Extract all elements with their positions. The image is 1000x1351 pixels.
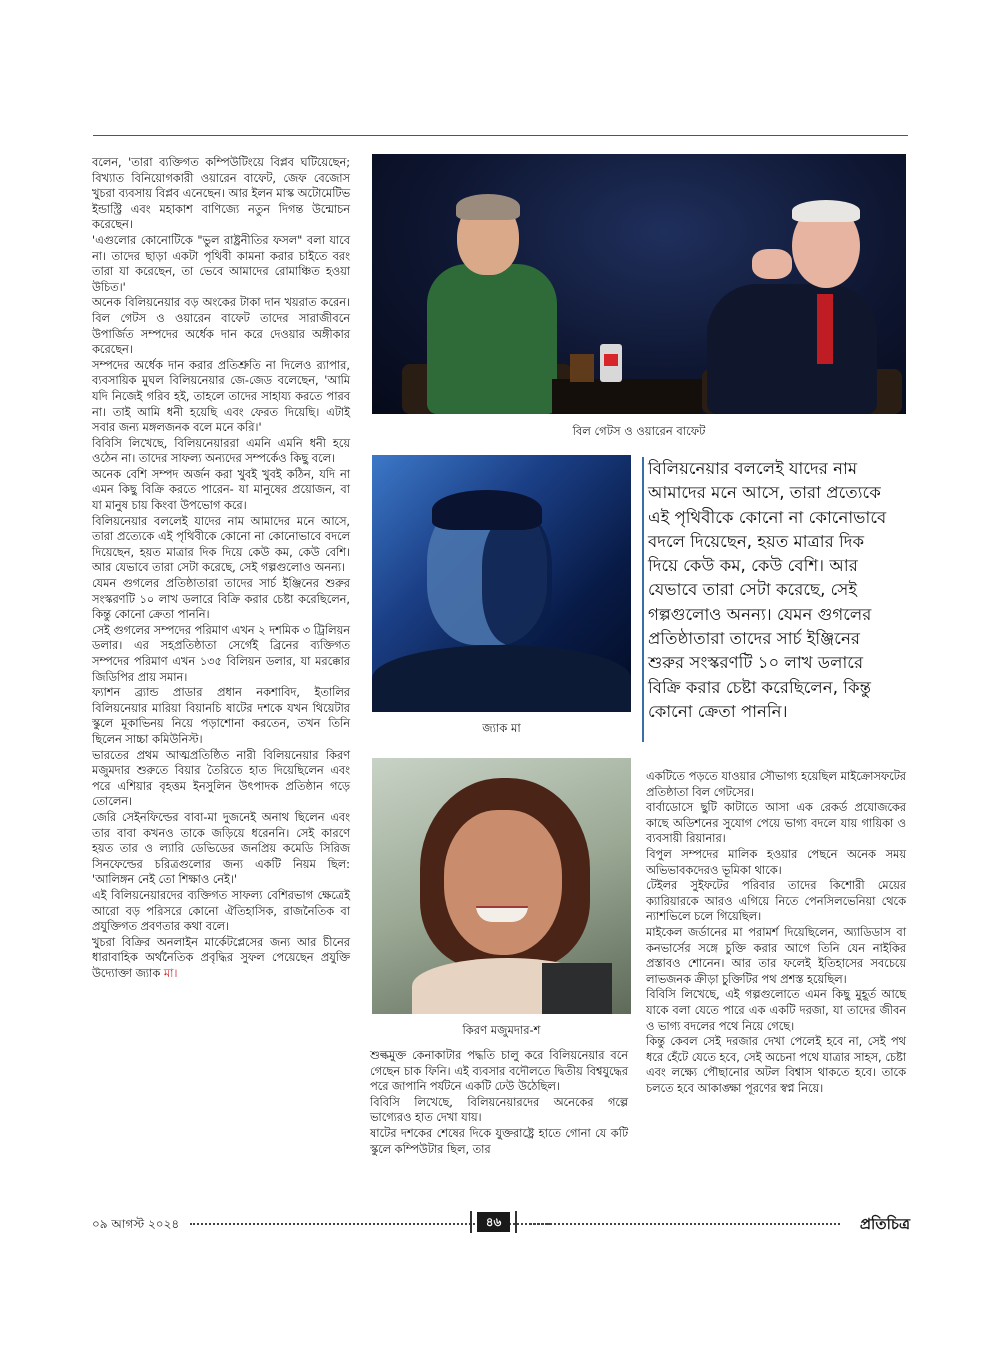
article-column-left xyxy=(92,155,350,981)
page-number: ৪৬ xyxy=(477,1212,510,1232)
article-column-middle xyxy=(370,1048,628,1157)
paragraph: ফ্যাশন ব্র্যান্ড প্রাডার প্রধান নকশাবিদ, ইতালির বিলিয়নেয়ার মারিয়া বিয়ানচি ষাটের দশকে যখন থিয়েটার স্কুলে মূকাভিনয় নিয়ে পড়াশোনা করতেন, তখন তিনি ছিলেন সাচ্চা কমিউনিস্ট। xyxy=(92,686,350,746)
footer-date: ০৯ আগস্ট ২০২৪ xyxy=(92,1217,180,1231)
photo-bill-gates-warren-buffett xyxy=(372,154,906,414)
paragraph: সেই গুগলের সম্পদের পরিমাণ এখন ২ দশমিক ৩ ট্রিলিয়ন ডলার। এর সহপ্রতিষ্ঠাতা সের্গেই ব্রিনের ব্যক্তিগত সম্পদের পরিমাণ এখন ১৩৫ বিলিয়ন ডলার, যা মরক্কোর জিডিপির প্রায় সমান। xyxy=(92,623,350,684)
paragraph: যেমন গুগলের প্রতিষ্ঠাতারা তাদের সার্চ ইঞ্জিনের শুরুর সংস্করণটি ১০ লাখ ডলারে বিক্রি করার চেষ্টা করেছিলেন, কিন্তু কোনো ক্রেতা পাননি। xyxy=(92,577,350,622)
article-column-right xyxy=(646,769,906,1096)
paragraph: বিলিয়নেয়ার বললেই যাদের নাম আমাদের মনে আসে, তারা প্রত্যেকে এই পৃথিবীকে কোনো না কোনোভাবে বদলে দিয়েছেন, হয়ত মাত্রার দিক দিয়ে কেউ কম, কেউ বেশি। আর যেভাবে তারা সেটা করেছে, সেই গল্পগুলোও অনন্য। xyxy=(92,514,350,575)
paragraph: ষাটের দশকের শেষের দিকে যুক্তরাষ্ট্রে হাতে গোনা যে কটি স্কুলে কম্পিউটার ছিল, তার xyxy=(370,1126,628,1156)
paragraph: অনেক বেশি সম্পদ অর্জন করা খুবই খুবই কঠিন, যদি না এমন কিছু বিক্রি করতে পারেন- যা মানুষের প্রয়োজন, বা যা মানুষ চায় কিংবা উপভোগ করে। xyxy=(92,467,350,513)
footer-divider-right xyxy=(530,1223,840,1225)
paragraph: সম্পদের অর্ধেক দান করার প্রতিশ্রুতি না দিলেও র‍্যাপার, ব্যবসায়িক মুঘল বিলিয়নেয়ার জে-জেড বলেছেন, 'আমি যদি নিজেই গরিব হই, তাহলে তাদের সাহায্য করতে পারব না। তাই আমি ধনী হয়েছি এবং ফেরত দিয়েছি। এটাই সবার জন্য মঙ্গলজনক বলে মনে করি।' xyxy=(92,358,350,435)
photo-kiran-mazumdar-shaw xyxy=(372,758,631,1014)
top-rule xyxy=(93,135,908,136)
paragraph: জেরি সেইনফিল্ডের বাবা-মা দুজনেই অনাথ ছিলেন এবং তার বাবা কখনও তাকে জড়িয়ে ধরেননি। সেই কারণে হয়ত তার ও ল্যারি ডেভিডের জনপ্রিয় কমেডি সিরিজ সিনফেল্ডের চরিত্রগুলোর জন্য একটি নিয়ম ছিল: 'আলিঙ্গন নেই তো শিক্ষাও নেই।' xyxy=(92,810,350,887)
paragraph: অনেক বিলিয়নেয়ার বড় অংকের টাকা দান খয়রাত করেন। বিল গেটস ও ওয়ারেন বাফেট তাদের সারাজীবনে উপার্জিত সম্পদের অর্ধেক দান করে দেওয়ার অঙ্গীকার করেছেন। xyxy=(92,296,350,357)
pull-quote-text: বিলিয়নেয়ার বললেই যাদের নাম আমাদের মনে আসে, তারা প্রত্যেকে এই পৃথিবীকে কোনো না কোনোভাবে বদলে দিয়েছেন, হয়ত মাত্রার দিক দিয়ে কেউ কম, কেউ বেশি। আর যেভাবে তারা সেটা করেছে, সেই গল্পগুলোও অনন্য। যেমন গুগলের প্রতিষ্ঠাতারা তাদের সার্চ ইঞ্জিনের শুরুর সংস্করণটি ১০ লাখ ডলারে বিক্রি করার চেষ্টা করেছিলেন, কিন্তু কোনো ক্রেতা পাননি। xyxy=(648,459,887,721)
paragraph-last xyxy=(92,935,350,982)
page-footer xyxy=(92,1210,910,1238)
paragraph: কিন্তু কেবল সেই দরজার দেখা পেলেই হবে না, সেই পথ ধরে হেঁটে যেতে হবে, সেই অচেনা পথে যাত্রার সাহস, চেষ্টা এবং লক্ষ্যে পৌছানোর অটল বিশ্বাস থাকতে হবে। তাকে চলতে হবে আকাঙ্ক্ষা পূরণের স্বপ্ন নিয়ে। xyxy=(646,1035,906,1095)
paragraph: এই বিলিয়নেয়ারদের ব্যক্তিগত সাফল্য বেশিরভাগ ক্ষেত্রেই আরো বড় পরিসরে কোনো ঐতিহাসিক, রাজনৈতিক বা প্রযুক্তিগত প্রবণতার কথা বলে। xyxy=(92,888,350,934)
paragraph: একটিতে পড়তে যাওয়ার সৌভাগ্য হয়েছিল মাইক্রোসফটের প্রতিষ্ঠাতা বিল গেটসের। xyxy=(646,770,906,799)
paragraph: মাইকেল জর্ডানের মা পরামর্শ দিয়েছিলেন, অ্যাডিডাস বা কনভার্সের সঙ্গে চুক্তি করার আগে তিনি যেন নাইকির প্রস্তাবও শোনেন। আর তার ফলেই ইতিহাসের সবচেয়ে লাভজনক ক্রীড়া চুক্তিটির পথ প্রশস্ত হয়েছিল। xyxy=(646,925,906,986)
photo-jack-ma xyxy=(372,455,631,712)
paragraph: 'এগুলোর কোনোটিকে "ভুল রাষ্ট্রনীতির ফসল" বলা যাবে না। তাদের ছাড়া একটা পৃথিবী কামনা করার চাইতে বরং তারা যা করেছেন, তা ভেবে আমাদের রোমাঞ্চিত হওয়া উচিত।' xyxy=(92,233,350,294)
paragraph: বিপুল সম্পদের মালিক হওয়ার পেছনে অনেক সময় অভিভাবকদেরও ভূমিকা থাকে। xyxy=(646,847,906,877)
photo-caption: বিল গেটস ও ওয়ারেন বাফেট xyxy=(572,424,706,438)
paragraph: শুল্কমুক্ত কেনাকাটার পদ্ধতি চালু করে বিলিয়নেয়ার বনে গেছেন চাক ফিনি। এই ব্যবসার বদৌলতে দ্বিতীয় বিশ্বযুদ্ধের পরে জাপানি পর্যটনে একটি ঢেউ উঠেছিল। xyxy=(370,1049,628,1094)
pull-quote xyxy=(648,457,898,724)
pull-quote-rule xyxy=(642,457,644,742)
paragraph: বিবিসি লিখেছে, এই গল্পগুলোতে এমন কিছু মুহূর্ত আছে যাকে বলা যেতে পারে এক একটি দরজা, যা তাদের জীবন ও ভাগ্য বদলের পথে নিয়ে গেছে। xyxy=(646,988,906,1033)
page-number-box xyxy=(470,1211,517,1233)
photo-caption: কিরণ মজুমদার-শ xyxy=(462,1023,541,1037)
paragraph: টেইলর সুইফটের পরিবার তাদের কিশোরী মেয়ের ক্যারিয়ারকে আরও এগিয়ে নিতে পেনসিলভেনিয়া থেকে ন্যাশভিলে চলে গিয়েছিল। xyxy=(646,879,906,924)
magazine-logo: প্রতিচিত্র xyxy=(859,1215,910,1233)
end-mark: মা। xyxy=(163,966,178,980)
paragraph-last-text: খুচরা বিক্রির অনলাইন মার্কেটপ্লেসের জন্য আর চীনের ধারাবাহিক অর্থনৈতিক প্রবৃদ্ধির সুফল পেয়েছেন প্রযুক্তি উদ্যোক্তা জ্যাক xyxy=(92,935,350,980)
paragraph: বলেন, 'তারা ব্যক্তিগত কম্পিউটিংয়ে বিপ্লব ঘটিয়েছেন; বিখ্যাত বিনিয়োগকারী ওয়ারেন বাফেট, জেফ বেজোস খুচরা ব্যবসায় বিপ্লব এনেছেন। আর ইলন মাস্ক অটোমেটিভ ইন্ডাস্ট্রি এবং মহাকাশ বাণিজ্যে নতুন দিগন্ত উন্মোচন করেছেন। xyxy=(92,156,350,232)
photo-caption: জ্যাক মা xyxy=(482,721,521,735)
paragraph: বিবিসি লিখেছে, বিলিয়নেয়ারদের অনেকের গল্পে ভাগ্যেরও হাত দেখা যায়। xyxy=(370,1095,628,1125)
paragraph: বিবিসি লিখেছে, বিলিয়নেয়াররা এমনি এমনি ধনী হয়ে ওঠেন না। তাদের সাফল্য অন্যদের সম্পর্কেও কিছু বলে। xyxy=(92,436,350,466)
paragraph: বার্বাডোসে ছুটি কাটাতে আসা এক রেকর্ড প্রযোজকের কাছে অডিশনের সুযোগ পেয়ে ভাগ্য বদলে যায় গায়িকা ও ব্যবসায়ী রিয়ানার। xyxy=(646,801,906,846)
paragraph: ভারতের প্রথম আত্মপ্রতিষ্ঠিত নারী বিলিয়নেয়ার কিরণ মজুমদার শুরুতে বিয়ার তৈরিতে হাত দিয়েছিলেন এবং পরে এশিয়ার বৃহত্তম ইনসুলিন উৎপাদক প্রতিষ্ঠান গড়ে তোলেন। xyxy=(92,748,350,809)
